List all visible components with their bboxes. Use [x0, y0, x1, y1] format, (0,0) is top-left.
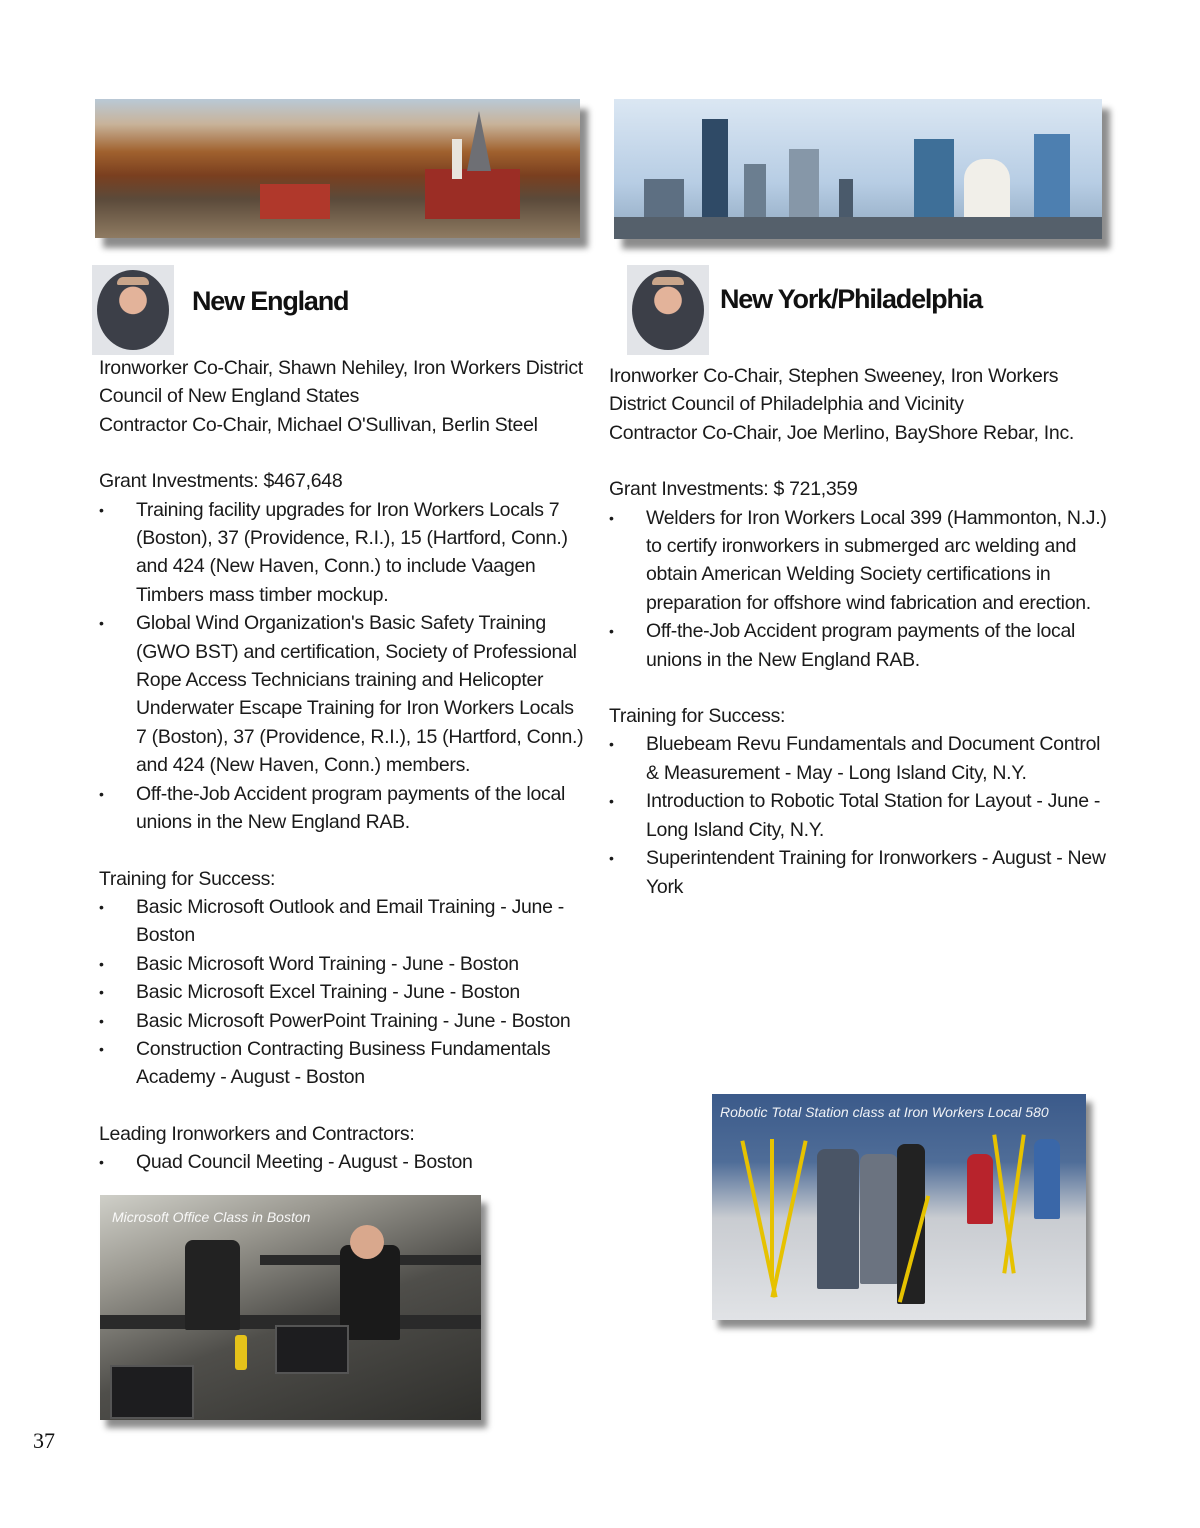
training-label: Training for Success: [99, 867, 276, 890]
new-york-philadelphia-section [609, 362, 1109, 901]
new-england-banner-image [95, 99, 580, 238]
list-item: • Training facility upgrades for Iron Workers Locals 7 (Boston), 37 (Providence, R.I.), 15 (Hartford, Conn.) and 424 (New Haven, Conn.) to include Vaagen Timbers mass timber mockup. [99, 496, 589, 610]
list-item: • Quad Council Meeting - August - Boston [99, 1148, 589, 1176]
training-label: Training for Success: [609, 705, 786, 728]
robotic-total-station-caption: Robotic Total Station class at Iron Workers Local 580 [720, 1104, 1049, 1120]
grant-investments-label: Grant Investments: $ 721,359 [609, 478, 858, 501]
page-number: 37 [33, 1428, 55, 1453]
grant-investments-label: Grant Investments: $467,648 [99, 470, 343, 493]
chair-line: Ironworker Co-Chair, Shawn Nehiley, Iron Workers District [99, 357, 583, 379]
leading-list [99, 1148, 589, 1176]
list-item: • Superintendent Training for Ironworkers - August - New York [609, 844, 1109, 901]
training-list [609, 730, 1109, 900]
leading-label: Leading Ironworkers and Contractors: [99, 1122, 415, 1145]
list-item: • Introduction to Robotic Total Station for Layout - June - Long Island City, N.Y. [609, 787, 1109, 844]
list-item: • Construction Contracting Business Fundamentals Academy - August - Boston [99, 1035, 589, 1092]
stephen-sweeney-headshot [627, 265, 709, 355]
microsoft-office-class-caption: Microsoft Office Class in Boston [112, 1209, 311, 1225]
chair-line: Ironworker Co-Chair, Stephen Sweeney, Iron Workers [609, 365, 1059, 387]
list-item: • Bluebeam Revu Fundamentals and Document Control & Measurement - May - Long Island City, N.Y. [609, 730, 1109, 787]
microsoft-office-class-photo [100, 1195, 481, 1420]
chair-line: Contractor Co-Chair, Joe Merlino, BayShore Rebar, Inc. [609, 421, 1075, 444]
robotic-total-station-class-photo [712, 1094, 1086, 1320]
list-item: • Basic Microsoft Excel Training - June - Boston [99, 978, 589, 1006]
grant-list [99, 496, 589, 837]
chair-line: Contractor Co-Chair, Michael O'Sullivan, Berlin Steel [99, 413, 538, 436]
new-england-heading: New England [192, 286, 349, 316]
list-item: • Basic Microsoft Word Training - June - Boston [99, 950, 589, 978]
new-england-section [99, 354, 589, 1177]
list-item: • Basic Microsoft Outlook and Email Training - June - Boston [99, 893, 589, 950]
shawn-nehiley-headshot [92, 265, 174, 355]
grant-list [609, 504, 1109, 674]
list-item: • Off-the-Job Accident program payments of the local unions in the New England RAB. [609, 617, 1109, 674]
list-item: • Welders for Iron Workers Local 399 (Hammonton, N.J.) to certify ironworkers in submerged arc welding and obtain American Welding Society certifications in preparation for offshore wind fabrication and erection. [609, 504, 1109, 618]
new-york-philadelphia-heading: New York/Philadelphia [720, 284, 982, 314]
list-item: • Off-the-Job Accident program payments of the local unions in the New England RAB. [99, 780, 589, 837]
list-item: • Global Wind Organization's Basic Safety Training (GWO BST) and certification, Society of Professional Rope Access Technicians training and Helicopter Underwater Escape Training for Iron Workers Locals 7 (Boston), 37 (Providence, R.I.), 15 (Hartford, Conn.) and 424 (New Haven, Conn.) members. [99, 609, 589, 779]
chair-line: Council of New England States [99, 385, 360, 408]
chair-line: District Council of Philadelphia and Vicinity [609, 393, 964, 416]
list-item: • Basic Microsoft PowerPoint Training - June - Boston [99, 1007, 589, 1035]
training-list [99, 893, 589, 1092]
new-york-philadelphia-banner-image [614, 99, 1102, 239]
